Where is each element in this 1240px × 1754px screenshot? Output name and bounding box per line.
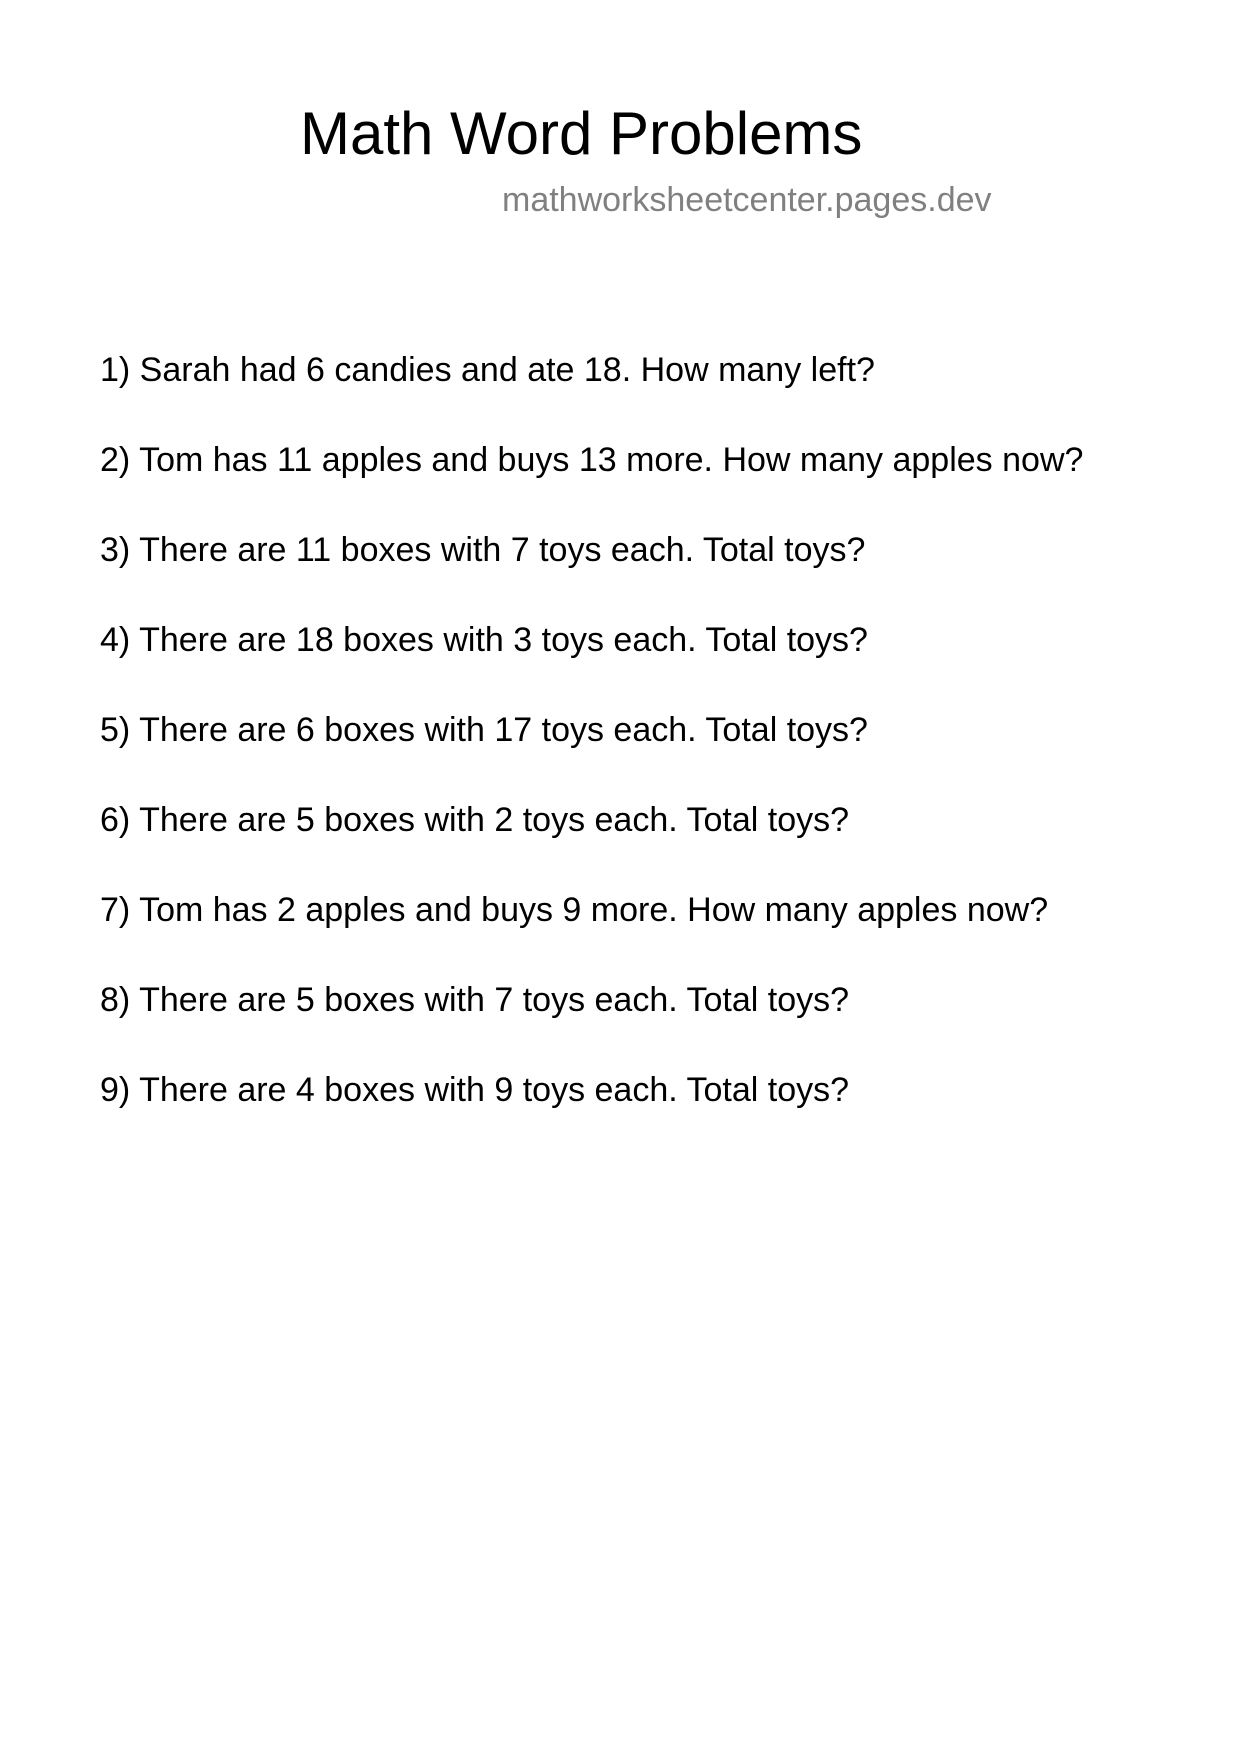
problem-item-3: 3) There are 11 boxes with 7 toys each. Total toys? [100, 531, 866, 569]
problem-list [100, 348, 1083, 1158]
problem-item-6: 6) There are 5 boxes with 2 toys each. Total toys? [100, 801, 850, 839]
problem-item-1: 1) Sarah had 6 candies and ate 18. How many left? [100, 351, 875, 389]
problem-item-2: 2) Tom has 11 apples and buys 13 more. How many apples now? [100, 441, 1084, 479]
page-title: Math Word Problems [300, 100, 863, 167]
problem-item-7: 7) Tom has 2 apples and buys 9 more. How many apples now? [100, 891, 1049, 929]
problem-item-4: 4) There are 18 boxes with 3 toys each. Total toys? [100, 621, 868, 659]
problem-item-9: 9) There are 4 boxes with 9 toys each. Total toys? [100, 1071, 850, 1109]
problem-item-5: 5) There are 6 boxes with 17 toys each. Total toys? [100, 711, 868, 749]
site-url: mathworksheetcenter.pages.dev [502, 181, 992, 219]
problem-item-8: 8) There are 5 boxes with 7 toys each. Total toys? [100, 981, 850, 1019]
